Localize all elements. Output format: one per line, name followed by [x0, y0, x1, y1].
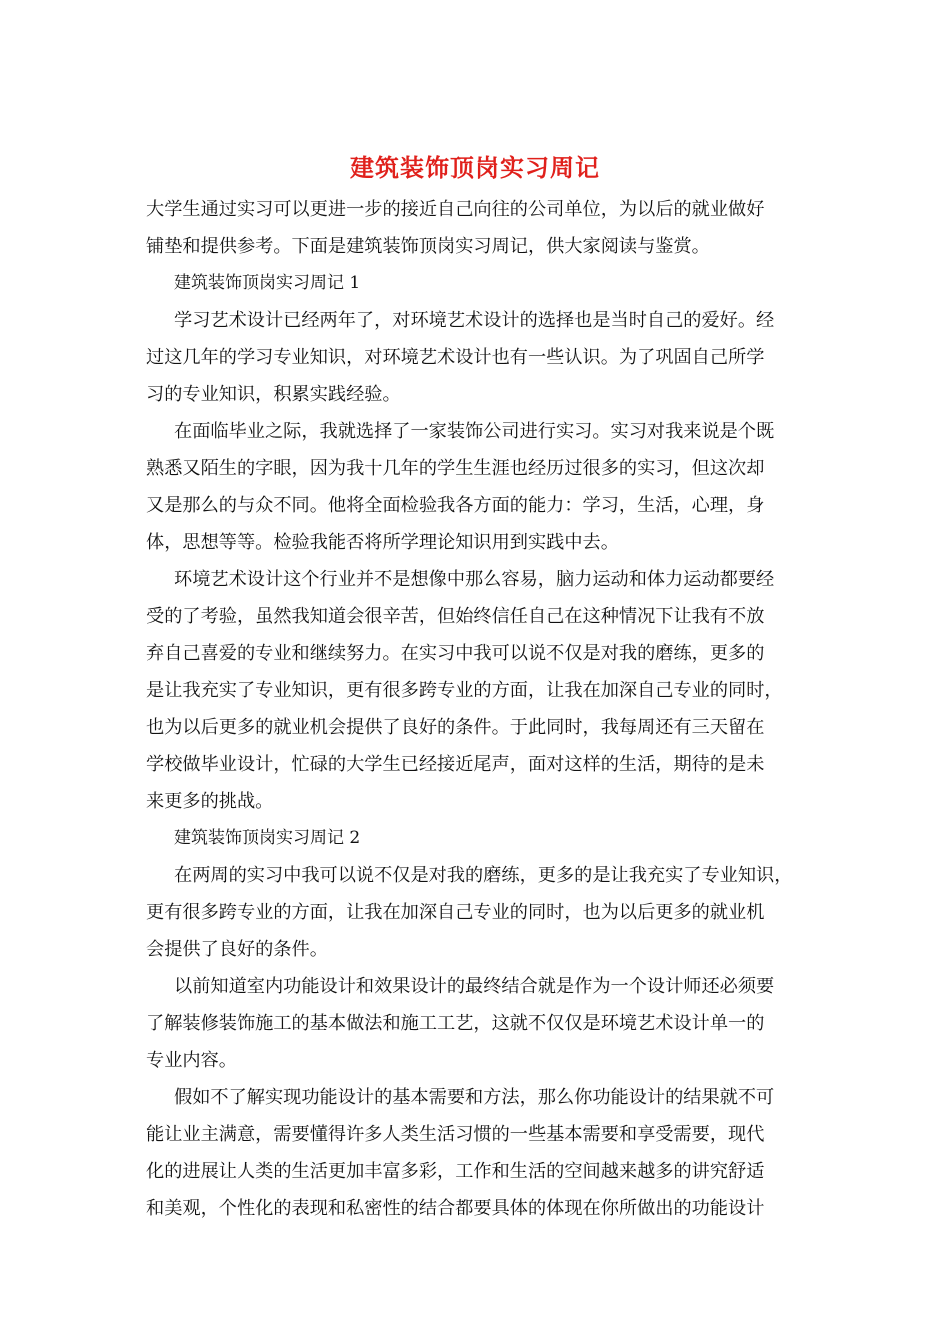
text-line: 和美观，个性化的表现和私密性的结合都要具体的体现在你所做出的功能设计: [146, 1198, 765, 1219]
text-line: 假如不了解实现功能设计的基本需要和方法，那么你功能设计的结果就不可: [174, 1087, 775, 1108]
text-line: 以前知道室内功能设计和效果设计的最终结合就是作为一个设计师还必须要: [174, 976, 775, 997]
text-line: 了解装修装饰施工的基本做法和施工工艺，这就不仅仅是环境艺术设计单一的: [146, 1013, 765, 1034]
section-heading: 建筑装饰顶岗实习周记 1: [174, 273, 361, 293]
text-line: 弃自己喜爱的专业和继续努力。在实习中我可以说不仅是对我的磨练，更多的: [146, 643, 765, 664]
text-line: 专业内容。: [146, 1050, 237, 1071]
text-line: 会提供了良好的条件。: [146, 939, 328, 960]
text-line: 是让我充实了专业知识，更有很多跨专业的方面，让我在加深自己专业的同时，: [146, 680, 783, 701]
text-line: 体，思想等等。检验我能否将所学理论知识用到实践中去。: [146, 532, 619, 553]
text-line: 过这几年的学习专业知识，对环境艺术设计也有一些认识。为了巩固自己所学: [146, 347, 765, 368]
document-body: [146, 191, 826, 1227]
text-line: 环境艺术设计这个行业并不是想像中那么容易，脑力运动和体力运动都要经: [174, 569, 775, 590]
text-line: 学校做毕业设计，忙碌的大学生已经接近尾声，面对这样的生活，期待的是未: [146, 754, 765, 775]
text-line: 习的专业知识，积累实践经验。: [146, 384, 401, 405]
text-line: 来更多的挑战。: [146, 791, 274, 812]
text-line: 受的了考验，虽然我知道会很辛苦，但始终信任自己在这种情况下让我有不放: [146, 606, 765, 627]
text-line: 熟悉又陌生的字眼，因为我十几年的学生生涯也经历过很多的实习，但这次却: [146, 458, 765, 479]
text-line: 化的进展让人类的生活更加丰富多彩，工作和生活的空间越来越多的讲究舒适: [146, 1161, 765, 1182]
text-line: 学习艺术设计已经两年了，对环境艺术设计的选择也是当时自己的爱好。经: [174, 310, 775, 331]
document-title: 建筑装饰顶岗实习周记: [350, 153, 600, 182]
text-line: 在面临毕业之际，我就选择了一家装饰公司进行实习。实习对我来说是个既: [174, 421, 775, 442]
text-line: 能让业主满意，需要懂得许多人类生活习惯的一些基本需要和享受需要，现代: [146, 1124, 765, 1145]
text-line: 更有很多跨专业的方面，让我在加深自己专业的同时，也为以后更多的就业机: [146, 902, 765, 923]
text-line: 又是那么的与众不同。他将全面检验我各方面的能力：学习，生活，心理，身: [146, 495, 765, 516]
section-heading: 建筑装饰顶岗实习周记 2: [174, 828, 361, 848]
text-line: 大学生通过实习可以更进一步的接近自己向往的公司单位，为以后的就业做好: [146, 199, 765, 220]
text-line: 也为以后更多的就业机会提供了良好的条件。于此同时，我每周还有三天留在: [146, 717, 765, 738]
text-line: 铺垫和提供参考。下面是建筑装饰顶岗实习周记，供大家阅读与鉴赏。: [146, 236, 710, 257]
text-line: 在两周的实习中我可以说不仅是对我的磨练，更多的是让我充实了专业知识，: [174, 865, 793, 886]
